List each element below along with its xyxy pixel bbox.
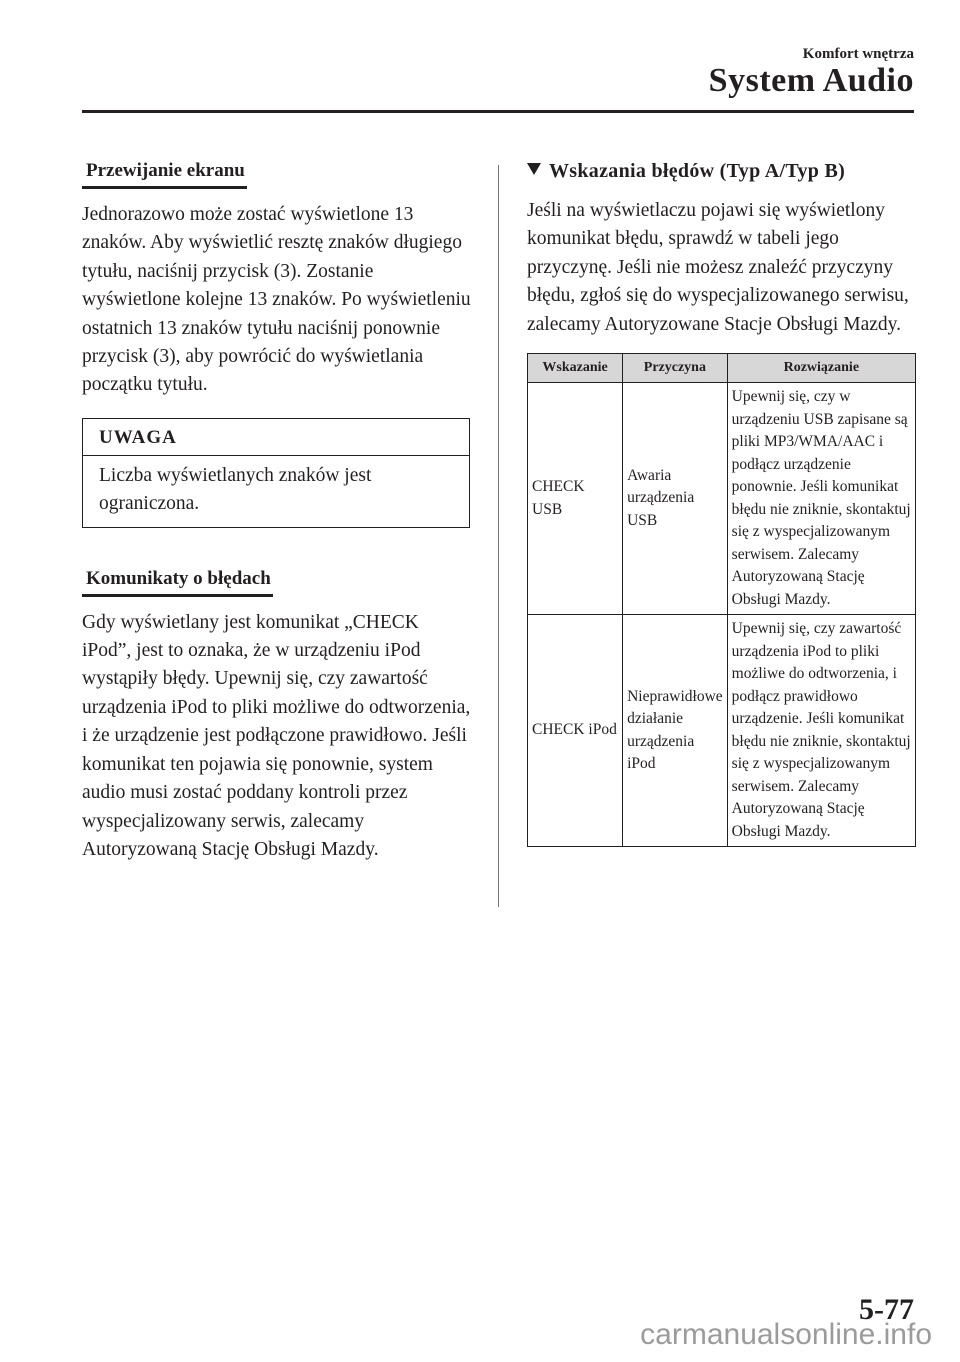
- right-column: [527, 160, 917, 847]
- table-row: [528, 615, 916, 847]
- cell-solution: Upewnij się, czy zawartość urządzenia iPod to pliki możliwe do odtworzenia, i podłącz prawidłowo urządzenie. Jeśli komunikat błędu nie zniknie, skontaktuj się z wyspecjalizowanym serwisem. Zalecamy Autoryzowaną Stację Obsługi Mazdy.: [727, 615, 915, 847]
- table-row: [528, 383, 916, 615]
- note-heading: UWAGA: [83, 419, 469, 456]
- cell-cause: Nieprawidłowe działanie urządzenia iPod: [623, 615, 728, 847]
- chapter-subtitle: Komfort wnętrza: [802, 46, 914, 62]
- section-title-error-indications: [527, 160, 917, 183]
- cell-cause: Awaria urządzenia USB: [623, 383, 728, 615]
- column-header-solution: Rozwiązanie: [727, 354, 915, 383]
- cell-indication: CHECK USB: [528, 383, 623, 615]
- note-body: Liczba wyświetlanych znaków jest ograniczona.: [99, 464, 372, 515]
- header-rule: [82, 110, 914, 113]
- triangle-bullet-icon: [527, 163, 541, 175]
- error-table: [527, 353, 916, 847]
- left-column: [82, 160, 472, 864]
- watermark: carmanualsonline.info: [640, 1318, 932, 1351]
- section-title-scrolling: Przewijanie ekranu: [82, 160, 247, 189]
- section-title-errors: Komunikaty o błędach: [82, 568, 273, 597]
- cell-indication: CHECK iPod: [528, 615, 623, 847]
- section-body-errors: Gdy wyświetlany jest komunikat „CHECK iPod”, jest to oznaka, że w urządzeniu iPod wystąpiły błędy. Upewnij się, czy zawartość urządzenia iPod to pliki możliwe do odtworzenia, i że urządzenie jest podłączone prawidłowo. Jeśli komunikat ten pojawia się ponownie, system audio musi zostać poddany kontroli przez wyspecjalizowany serwis, zalecamy Autoryzowaną Stację Obsługi Mazdy.: [82, 611, 471, 860]
- section-intro: Jeśli na wyświetlaczu pojawi się wyświetlony komunikat błędu, sprawdź w tabeli jego przyczynę. Jeśli nie możesz znaleźć przyczyny błędu, zgłoś się do wyspecjalizowanego serwisu, zalecamy Autoryzowane Stacje Obsługi Mazdy.: [527, 200, 909, 335]
- chapter-title: System Audio: [708, 62, 914, 99]
- column-divider: [498, 165, 499, 907]
- page-number: 5-77: [859, 1293, 914, 1326]
- section-body-scrolling: Jednorazowo może zostać wyświetlone 13 znaków. Aby wyświetlić resztę znaków długiego tytułu, naciśnij przycisk (3). Zostanie wyświetlone kolejne 13 znaków. Po wyświetleniu ostatnich 13 znaków tytułu naciśnij ponownie przycisk (3), aby powrócić do wyświetlania początku tytułu.: [82, 204, 471, 396]
- note-box: [82, 418, 470, 528]
- column-header-indication: Wskazanie: [528, 354, 623, 383]
- column-header-cause: Przyczyna: [623, 354, 728, 383]
- cell-solution: Upewnij się, czy w urządzeniu USB zapisane są pliki MP3/WMA/AAC i podłącz urządzenie ponownie. Jeśli komunikat błędu nie zniknie, skontaktuj się z wyspecjalizowanym serwisem. Zalecamy Autoryzowaną Stację Obsługi Mazdy.: [727, 383, 915, 615]
- section-title-text: Wskazania błędów (Typ A/Typ B): [549, 160, 846, 182]
- table-header-row: [528, 354, 916, 383]
